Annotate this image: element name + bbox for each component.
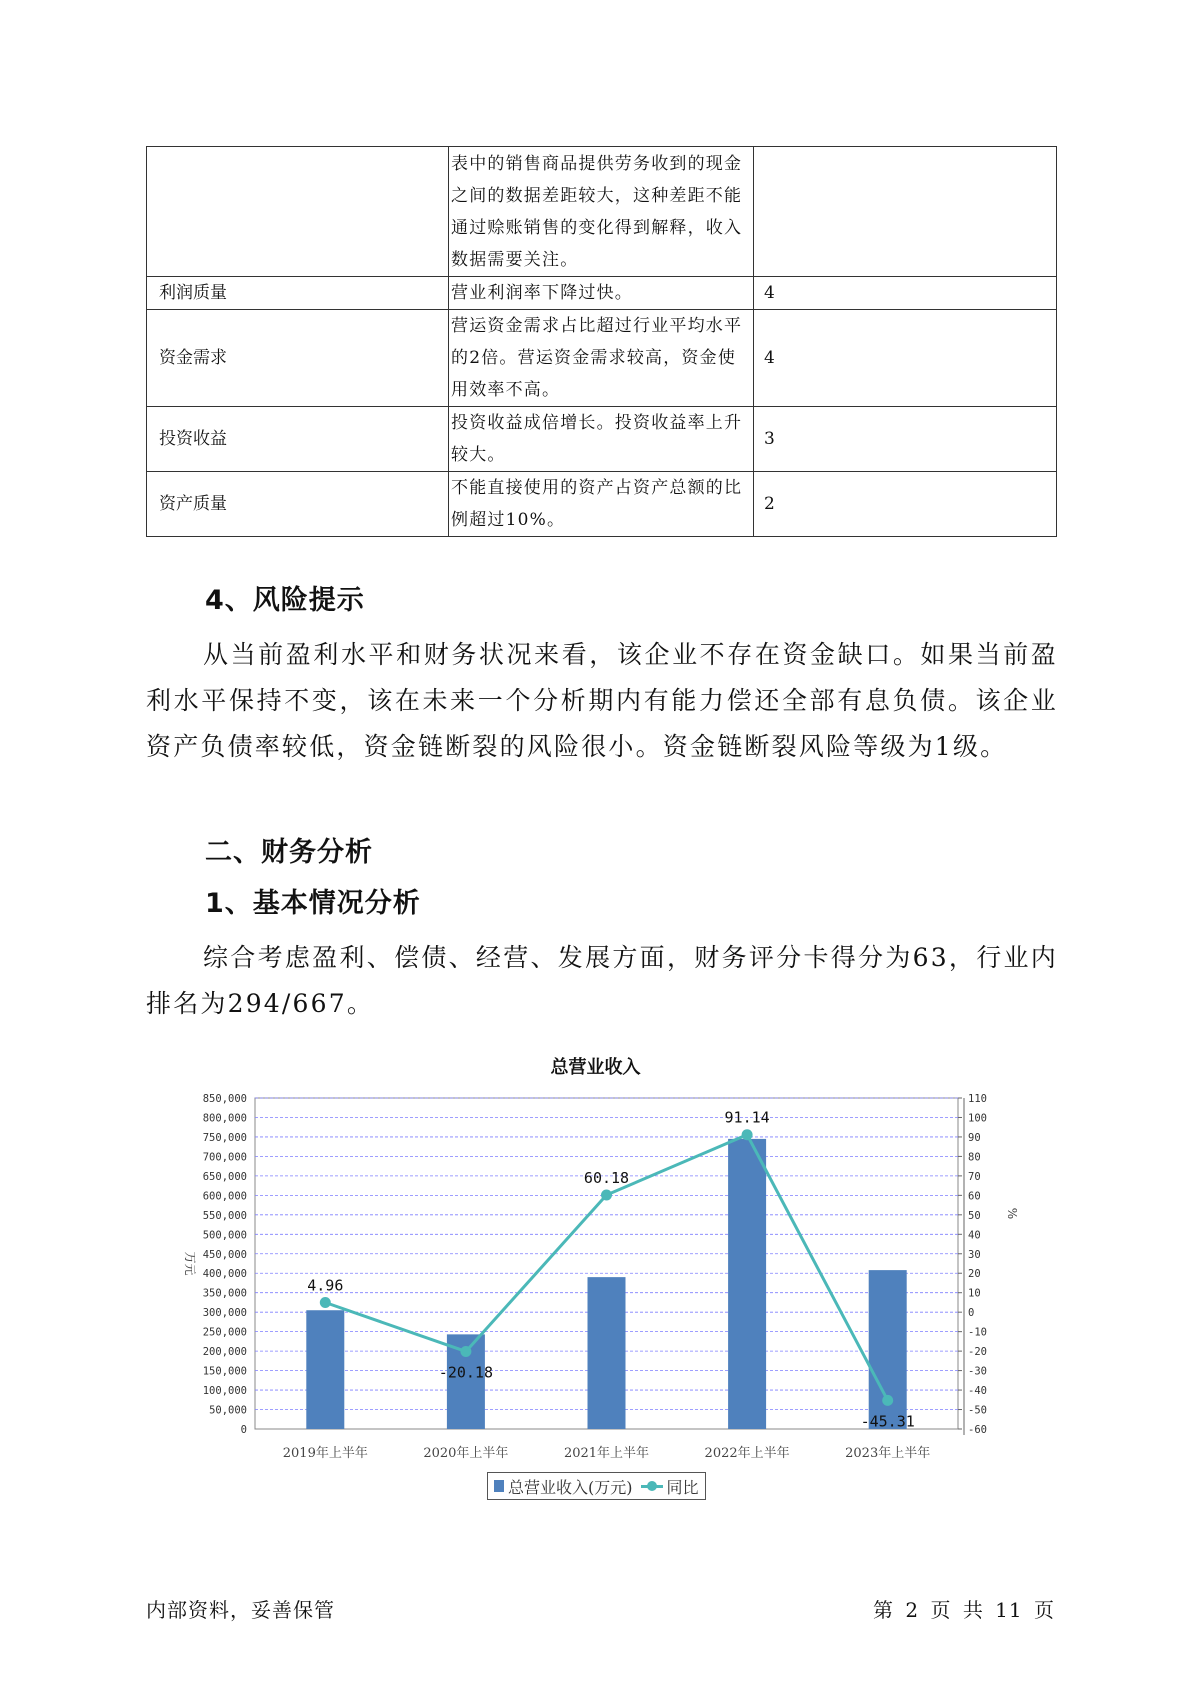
risk-heading: 4、风险提示	[205, 585, 365, 616]
y-tick-label: 450,000	[202, 1248, 247, 1261]
x-tick-label: 2022年上半年	[704, 1446, 790, 1461]
y-tick-label: 50,000	[209, 1404, 247, 1417]
y-tick-label: 300,000	[202, 1307, 247, 1320]
y2-tick-label: 10	[968, 1287, 981, 1300]
y2-tick-label: 70	[968, 1170, 981, 1183]
y-tick-label: 600,000	[202, 1190, 247, 1203]
y-tick-label: 350,000	[202, 1287, 247, 1300]
y2-axis-label: %	[1005, 1207, 1019, 1220]
table-cell-item: 投资收益	[147, 407, 449, 472]
bar	[306, 1310, 344, 1429]
y2-tick-label: -50	[968, 1404, 987, 1417]
y-tick-label: 500,000	[202, 1229, 247, 1242]
y-tick-label: 700,000	[202, 1151, 247, 1164]
x-tick-label: 2021年上半年	[563, 1446, 650, 1461]
table-cell-item: 资金需求	[147, 310, 449, 407]
y-axis-label: 万元	[183, 1251, 197, 1276]
yoy-data-label: -20.18	[438, 1363, 493, 1382]
y-tick-label: 200,000	[202, 1346, 247, 1359]
x-tick-label: 2019年上半年	[282, 1446, 368, 1461]
y-tick-label: 850,000	[202, 1093, 247, 1105]
table-cell-score: 4	[754, 277, 1057, 310]
y2-tick-label: 110	[968, 1093, 987, 1105]
table-cell-item: 资产质量	[147, 472, 449, 537]
yoy-point	[882, 1395, 893, 1406]
table-cell-detail: 营业利润率下降过快。	[451, 283, 633, 303]
y2-tick-label: -40	[968, 1385, 987, 1398]
table-cell-score: 4	[754, 310, 1057, 407]
table-cell-detail: 投资收益成倍增长。投资收益率上升较大。	[451, 413, 743, 465]
y-tick-label: 750,000	[202, 1131, 247, 1144]
y2-tick-label: 90	[968, 1131, 981, 1144]
y-tick-label: 400,000	[202, 1268, 247, 1281]
bar	[588, 1277, 626, 1429]
legend-item-revenue	[494, 1475, 633, 1498]
yoy-data-label: -45.31	[860, 1412, 915, 1431]
yoy-data-label: 60.18	[583, 1169, 630, 1188]
yoy-point	[460, 1346, 471, 1357]
chart-title: 总营业收入	[550, 1057, 641, 1078]
y2-tick-label: -30	[968, 1365, 987, 1378]
y2-tick-label: -60	[968, 1424, 987, 1436]
y2-tick-label: 80	[968, 1151, 981, 1164]
x-tick-label: 2020年上半年	[423, 1446, 509, 1461]
legend-label-yoy: 同比	[666, 1477, 699, 1497]
yoy-point	[601, 1190, 612, 1201]
legend-label-revenue: 总营业收入(万元)	[508, 1477, 633, 1497]
yoy-data-label: 4.96	[307, 1276, 344, 1295]
table-cell-score: 2	[754, 472, 1057, 537]
y-tick-label: 650,000	[202, 1170, 247, 1183]
bar	[728, 1139, 766, 1429]
basic-analysis-heading: 1、基本情况分析	[205, 888, 421, 919]
y2-tick-label: 0	[968, 1307, 975, 1320]
y-tick-label: 150,000	[202, 1365, 247, 1378]
table-cell-detail: 不能直接使用的资产占资产总额的比例超过10%。	[451, 478, 743, 530]
y-tick-label: 100,000	[202, 1385, 247, 1398]
basic-analysis-paragraph: 综合考虑盈利、偿债、经营、发展方面，财务评分卡得分为63，行业内排名为294/667。	[146, 943, 1058, 1018]
y-tick-label: 250,000	[202, 1326, 247, 1339]
y2-tick-label: -10	[968, 1326, 987, 1339]
yoy-data-label: 91.14	[724, 1108, 770, 1127]
table-cell-item: 利润质量	[147, 277, 449, 310]
y2-tick-label: -20	[968, 1346, 987, 1359]
table-cell-detail: 营运资金需求占比超过行业平均水平的2倍。营运资金需求较高，资金使用效率不高。	[451, 316, 743, 400]
legend-item-yoy	[641, 1475, 699, 1498]
legend-bar-swatch	[494, 1480, 504, 1492]
finance-analysis-heading: 二、财务分析	[205, 837, 373, 868]
y-tick-label: 550,000	[202, 1209, 247, 1222]
footer-page-number: 第 2 页 共 11 页	[873, 1598, 1055, 1622]
table-cell-score: 3	[754, 407, 1057, 472]
y2-tick-label: 30	[968, 1248, 981, 1261]
y2-tick-label: 60	[968, 1190, 981, 1203]
y-tick-label: 800,000	[202, 1112, 247, 1125]
yoy-point	[742, 1129, 753, 1140]
risk-paragraph: 从当前盈利水平和财务状况来看，该企业不存在资金缺口。如果当前盈利水平保持不变，该在未来一个分析期内有能力偿还全部有息负债。该企业资产负债率较低，资金链断裂的风险很小。资金链断裂风险等级为1级。	[146, 640, 1058, 761]
y2-tick-label: 100	[968, 1112, 987, 1125]
y2-tick-label: 50	[968, 1209, 981, 1222]
y2-tick-label: 20	[968, 1268, 981, 1281]
table-cell-detail: 表中的销售商品提供劳务收到的现金之间的数据差距较大，这种差距不能通过赊账销售的变化得到解释，收入数据需要关注。	[451, 153, 743, 270]
yoy-point	[320, 1297, 331, 1308]
y2-tick-label: 40	[968, 1229, 981, 1242]
x-tick-label: 2023年上半年	[845, 1446, 931, 1461]
chart-legend	[487, 1472, 706, 1500]
footer-confidential-note: 内部资料，妥善保管	[146, 1598, 335, 1622]
y-tick-label: 0	[240, 1424, 247, 1436]
legend-line-swatch	[641, 1480, 663, 1492]
